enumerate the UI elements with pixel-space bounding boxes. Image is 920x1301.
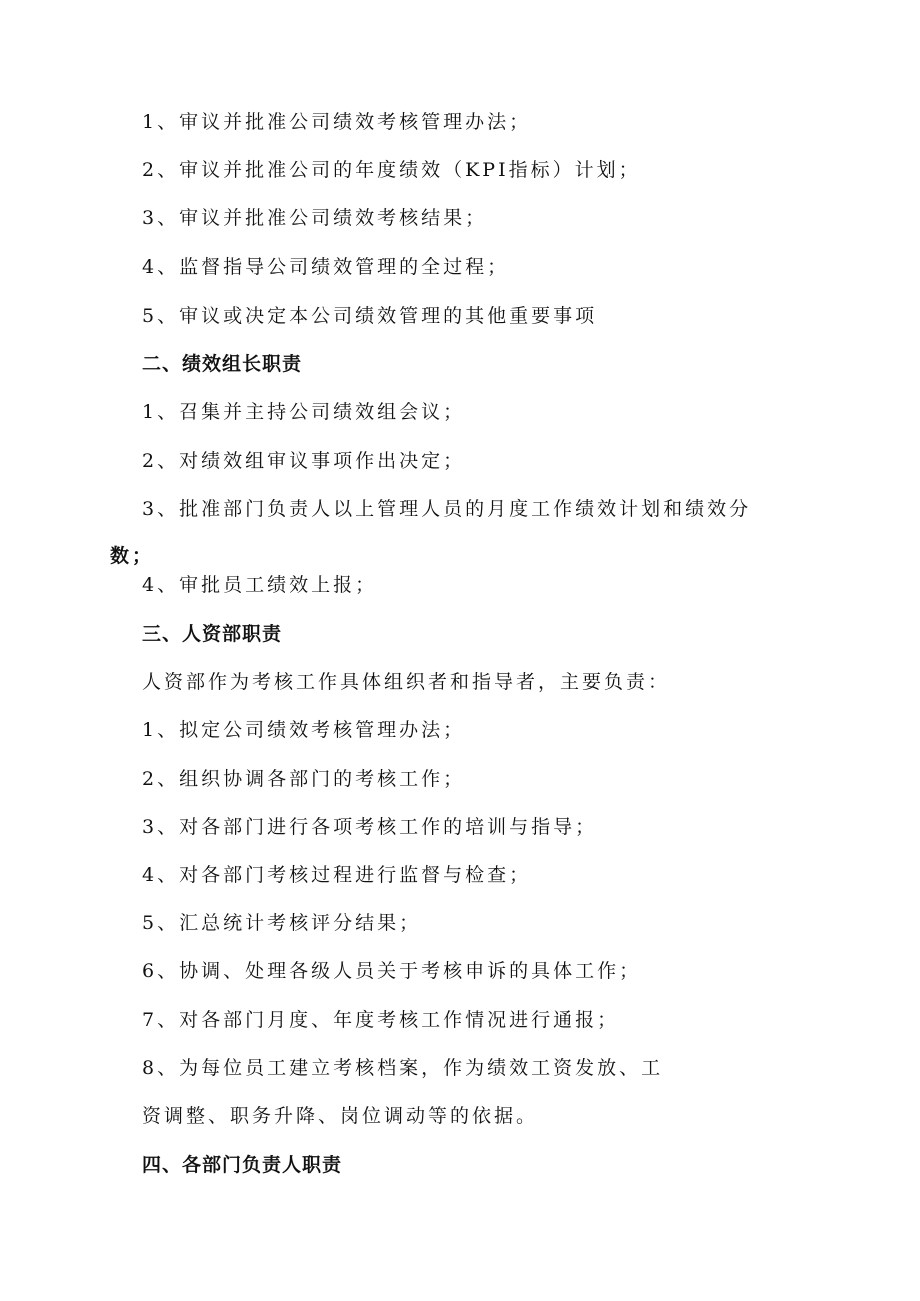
section-heading: 四、各部门负责人职责	[142, 1154, 343, 1176]
paragraph-line: 3、批准部门负责人以上管理人员的月度工作绩效计划和绩效分	[142, 498, 752, 520]
paragraph-line: 4、审批员工绩效上报；	[142, 574, 378, 596]
paragraph-line: 4、对各部门考核过程进行监督与检查；	[142, 864, 532, 886]
section-heading: 三、人资部职责	[142, 623, 283, 645]
paragraph-line: 6、协调、处理各级人员关于考核申诉的具体工作；	[142, 960, 642, 982]
paragraph-line: 7、对各部门月度、年度考核工作情况进行通报；	[142, 1009, 620, 1031]
paragraph-line: 人资部作为考核工作具体组织者和指导者，主要负责：	[142, 671, 671, 693]
paragraph-line: 2、对绩效组审议事项作出决定；	[142, 450, 466, 472]
paragraph-line: 1、拟定公司绩效考核管理办法；	[142, 719, 466, 741]
section-heading: 二、绩效组长职责	[142, 353, 303, 375]
paragraph-line: 5、审议或决定本公司绩效管理的其他重要事项	[142, 305, 598, 327]
paragraph-line: 1、召集并主持公司绩效组会议；	[142, 401, 466, 423]
paragraph-line: 5、汇总统计考核评分结果；	[142, 912, 422, 934]
paragraph-continuation: 数；	[110, 545, 155, 567]
paragraph-line: 3、对各部门进行各项考核工作的培训与指导；	[142, 816, 598, 838]
paragraph-line: 2、审议并批准公司的年度绩效（KPI指标）计划；	[142, 159, 641, 181]
paragraph-line: 资调整、职务升降、岗位调动等的依据。	[142, 1105, 539, 1127]
paragraph-line: 4、监督指导公司绩效管理的全过程；	[142, 256, 510, 278]
paragraph-line: 2、组织协调各部门的考核工作；	[142, 768, 466, 790]
paragraph-line: 3、审议并批准公司绩效考核结果；	[142, 207, 488, 229]
paragraph-line: 1、审议并批准公司绩效考核管理办法；	[142, 111, 532, 133]
paragraph-line: 8、为每位员工建立考核档案，作为绩效工资发放、工	[142, 1057, 664, 1079]
